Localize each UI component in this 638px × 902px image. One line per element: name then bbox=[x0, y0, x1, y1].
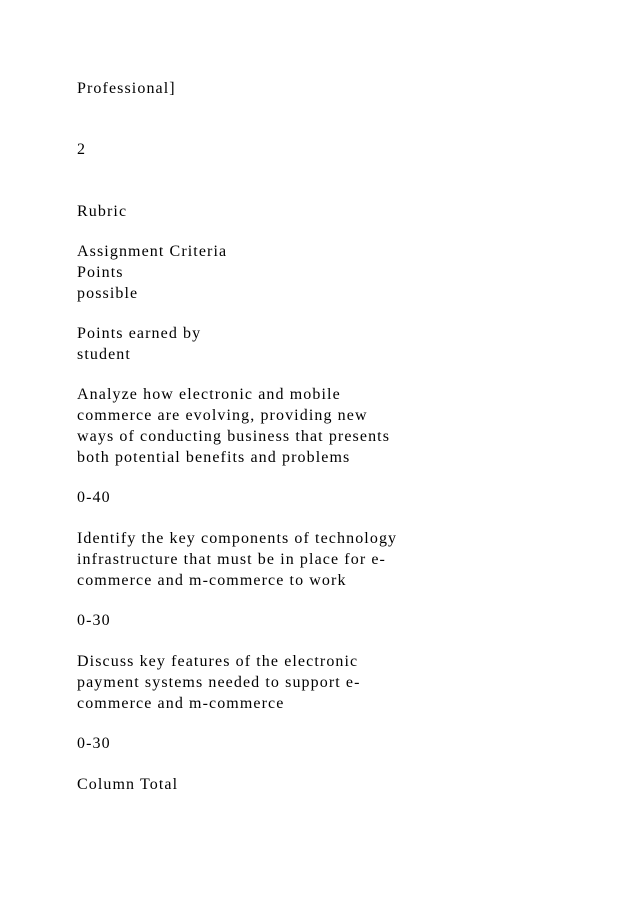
page-number: 2 bbox=[77, 141, 87, 158]
header-fragment: Professional] bbox=[77, 80, 176, 97]
criterion-3-line3: commerce and m-commerce bbox=[77, 695, 285, 712]
criterion-3-line1: Discuss key features of the electronic bbox=[77, 653, 359, 670]
criterion-1-line2: commerce are evolving, providing new bbox=[77, 407, 368, 424]
rubric-title: Rubric bbox=[77, 203, 128, 220]
criterion-2-line1: Identify the key components of technology bbox=[77, 530, 398, 547]
criterion-2-line3: commerce and m-commerce to work bbox=[77, 572, 347, 589]
criterion-1-line3: ways of conducting business that presents bbox=[77, 428, 391, 445]
criterion-1-points: 0-40 bbox=[77, 489, 111, 506]
criterion-2-line2: infrastructure that must be in place for e- bbox=[77, 551, 386, 568]
column-header-criteria: Assignment Criteria bbox=[77, 243, 228, 260]
column-total-label: Column Total bbox=[77, 776, 179, 793]
column-header-points-possible-line1: Points bbox=[77, 264, 124, 281]
column-header-points-earned-line1: Points earned by bbox=[77, 325, 202, 342]
column-header-points-possible-line2: possible bbox=[77, 285, 139, 302]
criterion-3-points: 0-30 bbox=[77, 735, 111, 752]
criterion-1-line1: Analyze how electronic and mobile bbox=[77, 386, 341, 403]
criterion-3-line2: payment systems needed to support e- bbox=[77, 674, 361, 691]
criterion-2-points: 0-30 bbox=[77, 612, 111, 629]
column-header-points-earned-line2: student bbox=[77, 346, 131, 363]
criterion-1-line4: both potential benefits and problems bbox=[77, 449, 351, 466]
